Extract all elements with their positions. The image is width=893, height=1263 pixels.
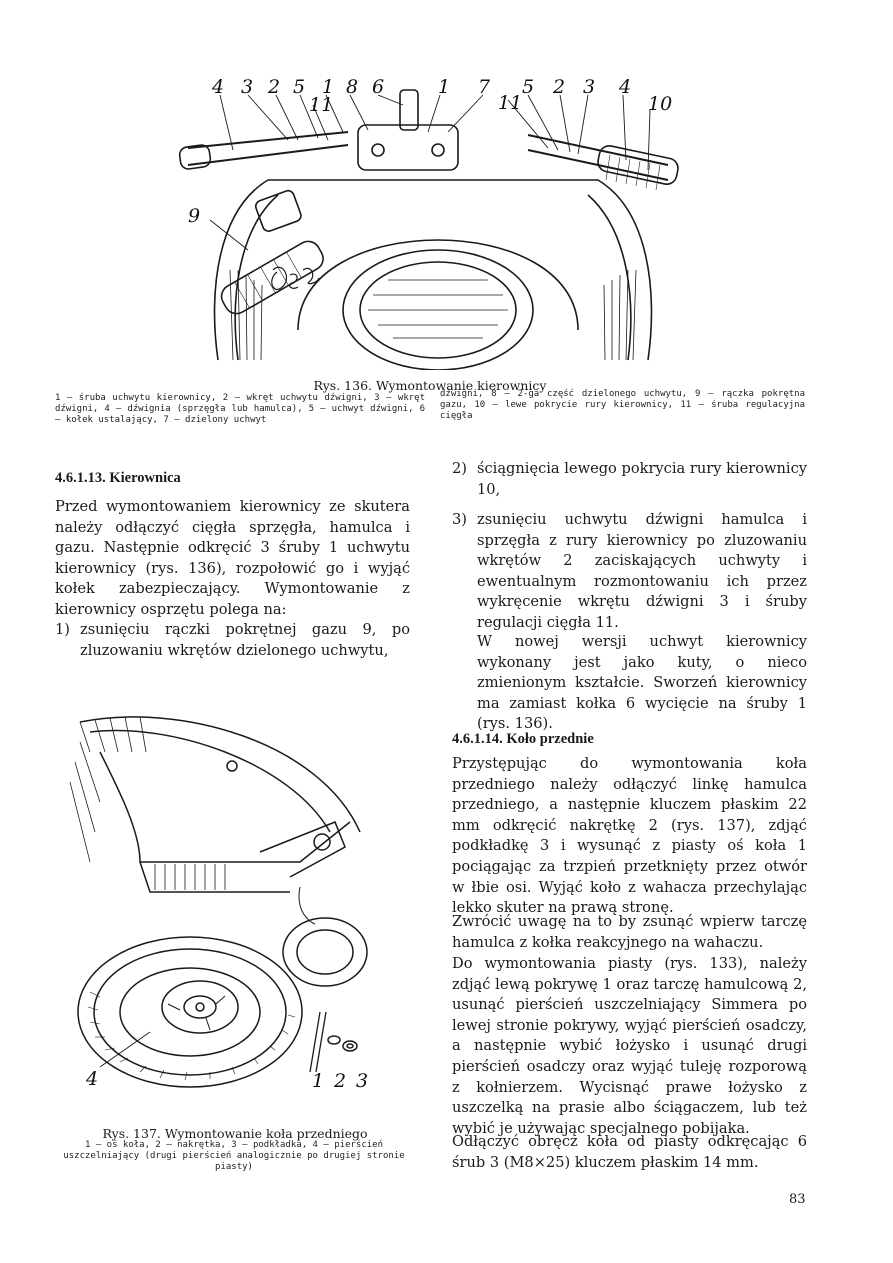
list-item-number: 3) xyxy=(452,511,467,528)
figure-137-legend: 1 — oś koła, 2 — nakrętka, 3 — podkładka, 4 — pierścień uszczelniający (drugi pierścień analogicznie po drugiej stronie piasty) xyxy=(63,1140,405,1172)
fig136-callout: 3 xyxy=(241,76,254,98)
fig136-callout: 2 xyxy=(268,76,281,98)
list-item-number: 1) xyxy=(55,621,70,638)
fig136-callout: 6 xyxy=(372,76,385,98)
list-item-text: ściągnięcia lewego pokrycia rury kierownicy 10, xyxy=(477,460,807,498)
figure-136-legend-left: 1 — śruba uchwytu kierownicy, 2 — wkręt uchwytu dźwigni, 3 — wkręt dźwigni, 4 — dźwignia (sprzęgła lub hamulca), 5 — uchwyt dźwigni, 6 — kołek ustalający, 7 — dzielony uchwyt xyxy=(55,393,425,425)
fig136-callout: 4 xyxy=(619,76,632,98)
fig137-callout: 2 xyxy=(334,1070,347,1092)
paragraph-wheel-1: Przystępując do wymontowania koła przedniego należy odłączyć linkę hamulca przedniego, a następnie kluczem płaskim 22 mm odkręcić nakrętkę 2 (rys. 137), zdjąć podkładkę 3 i wysunąć z piasty oś koła 1 pociągając za trzpień przetknięty przez otwór w łbie osi. Wyjąć koło z wahacza przechylając lekko skuter na prawą stronę. xyxy=(452,755,807,917)
fig137-callout: 4 xyxy=(86,1068,99,1090)
section-heading-kierownica: 4.6.1.13. Kierownica xyxy=(55,470,181,486)
figure-136-legend-right: dźwigni, 8 — 2-ga część dzielonego uchwytu, 9 — rączka pokrętna gazu, 10 — lewe pokrycie rury kierownicy, 11 — śruba regulacyjna cięgła xyxy=(440,389,805,421)
fig136-callout: 5 xyxy=(522,76,535,98)
fig137-callout: 3 xyxy=(356,1070,369,1092)
list-item-2 xyxy=(452,459,807,500)
list-item-3 xyxy=(452,510,807,634)
paragraph-note: W nowej wersji uchwyt kierownicy wykonany jest jako kuty, o nieco zmienionym kształcie. Sworzeń kierownicy ma zamiast kołka 6 wycięcie na śruby 1 (rys. 136). xyxy=(477,633,807,733)
figure-136-illustration xyxy=(178,70,698,370)
paragraph-wheel-4: Odłączyć obręcz koła od piasty odkręcając 6 śrub 3 (M8×25) kluczem płaskim 14 mm. xyxy=(452,1133,807,1171)
fig136-callout: 11 xyxy=(309,94,334,116)
list-item-number: 2) xyxy=(452,460,467,477)
list-item-1 xyxy=(55,620,410,661)
paragraph-wheel-3: Do wymontowania piasty (rys. 133), należy zdjąć lewą pokrywę 1 oraz tarczę hamulcową 2, usunąć pierścień uszczelniający Simmera po lewej stronie pokrywy, wyjąć pierścień osadczy, a następnie wybić łożysko i usunąć drugi pierścień osadczy oraz wyjąć tuleję rozporową z kołnierzem. Wycisnąć prawe łożysko z uszczelką na prasie albo ściągaczem, lub też wybić je używając specjalnego pobijaka. xyxy=(452,955,807,1137)
fig137-callout: 1 xyxy=(312,1070,325,1092)
page-number: 83 xyxy=(789,1192,806,1207)
fig136-callout: 9 xyxy=(188,205,201,227)
fig136-callout: 10 xyxy=(648,93,673,115)
figure-137-caption: Rys. 137. Wymontowanie koła przedniego xyxy=(102,1126,368,1141)
fig136-callout: 1 xyxy=(438,76,451,98)
list-item-text: zsunięciu rączki pokrętnej gazu 9, po zluzowaniu wkrętów dzielonego uchwytu, xyxy=(80,621,410,659)
figure-136-caption: Rys. 136. Wymontowanie kierownicy xyxy=(313,378,547,393)
paragraph-intro: Przed wymontowaniem kierownicy ze skutera należy odłączyć cięgła sprzęgła, hamulca i gazu. Następnie odkręcić 3 śruby 1 uchwytu kierownicy (rys. 136), rozpołowić go i wyjąć kołek zabezpieczający. Wymontowanie z kierownicy osprzętu polega na: xyxy=(55,498,410,618)
list-item-text: zsunięciu uchwytu dźwigni hamulca i sprzęgła z rury kierownicy po zluzowaniu wkrętów 2 zaciskających uchwyty i ewentualnym rozmontowaniu ich przez wykręcenie wkrętu dźwigni 3 i śruby regulacji cięgła 11. xyxy=(477,511,807,631)
fig136-callout: 11 xyxy=(498,92,523,114)
fig136-callout: 7 xyxy=(478,76,491,98)
fig136-callout: 5 xyxy=(293,76,306,98)
section-heading-kolo-przednie: 4.6.1.14. Koło przednie xyxy=(452,731,594,747)
fig136-callout: 3 xyxy=(583,76,596,98)
fig136-callout: 4 xyxy=(212,76,225,98)
fig136-callout: 8 xyxy=(346,76,359,98)
fig136-callout: 1 xyxy=(322,76,335,98)
fig136-callout: 2 xyxy=(553,76,566,98)
figure-137-illustration xyxy=(60,712,390,1092)
paragraph-wheel-2: Zwrócić uwagę na to by zsunąć wpierw tarczę hamulca z kołka reakcyjnego na wahaczu. xyxy=(452,913,807,951)
